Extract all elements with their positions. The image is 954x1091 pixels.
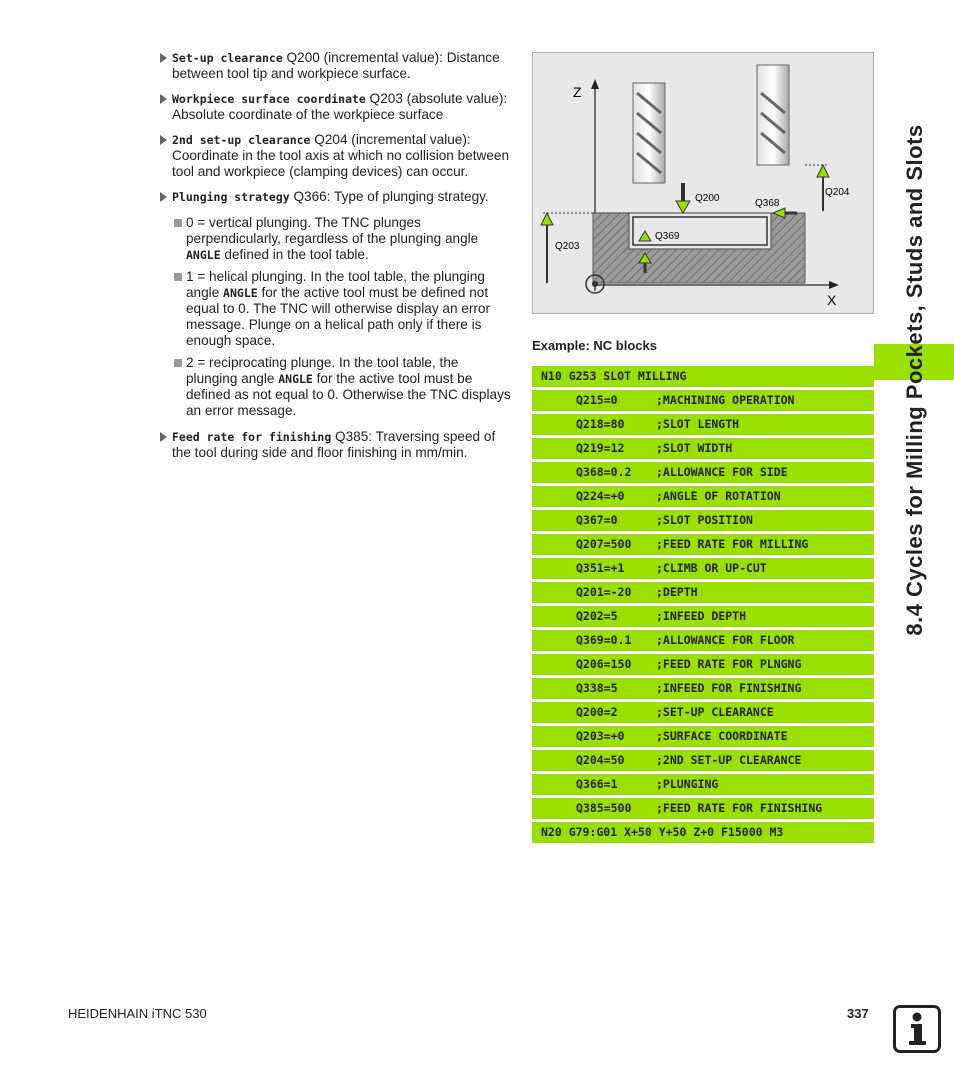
param-desc: Q385: Traversing speed of the tool during side and floor finishing in mm/min. [172, 429, 496, 460]
x-axis-arrow-icon [829, 281, 839, 289]
square-bullet-icon [174, 359, 182, 367]
plunge-option [160, 269, 512, 349]
slot-cavity [629, 213, 771, 249]
triangle-bullet-icon [160, 53, 167, 63]
nc-param-value: Q219=12 [576, 441, 625, 455]
nc-param-value: Q351=+1 [576, 561, 625, 575]
param-item [160, 429, 512, 461]
nc-param-value: Q368=0.2 [576, 465, 632, 479]
nc-block-text: N20 G79:G01 X+50 Y+50 Z+0 F15000 M3 [541, 825, 784, 839]
nc-block-row [532, 774, 874, 795]
triangle-bullet-icon [160, 94, 167, 104]
origin-dot [592, 281, 598, 287]
nc-param-comment: ;INFEED DEPTH [656, 609, 747, 623]
param-desc: Q200 (incremental value): Distance between tool tip and workpiece surface. [172, 50, 500, 81]
nc-param-comment: ;ALLOWANCE FOR FLOOR [656, 633, 795, 647]
nc-param-comment: ;SLOT LENGTH [656, 417, 740, 431]
nc-block-row [532, 366, 874, 387]
nc-block-row [532, 486, 874, 507]
nc-param-comment: ;SURFACE COORDINATE [656, 729, 788, 743]
nc-param-value: Q385=500 [576, 801, 632, 815]
param-keyword: Plunging strategy [172, 190, 290, 204]
nc-param-comment: ;ANGLE OF ROTATION [656, 489, 781, 503]
triangle-bullet-icon [160, 192, 167, 202]
nc-param-comment: ;CLIMB OR UP-CUT [656, 561, 767, 575]
nc-param-value: Q200=2 [576, 705, 618, 719]
tool-left [633, 83, 665, 183]
nc-param-value: Q202=5 [576, 609, 618, 623]
nc-param-value: Q369=0.1 [576, 633, 632, 647]
param-desc: Q203 (absolute value): Absolute coordinate of the workpiece surface [172, 91, 508, 122]
nc-param-comment: ;FEED RATE FOR FINISHING [656, 801, 823, 815]
x-label: X [827, 292, 837, 308]
nc-param-value: Q367=0 [576, 513, 618, 527]
q203-arrow-icon [541, 213, 553, 225]
option-text: for the active tool must be defined not equal to 0. The TNC will otherwise display an error message. Plunge on a helical path only if there is enough space. [186, 285, 490, 348]
slot-diagram [532, 52, 874, 314]
q368-label: Q368 [755, 198, 780, 209]
nc-param-comment: ;SLOT POSITION [656, 513, 753, 527]
param-item [160, 132, 512, 180]
footer-product: HEIDENHAIN iTNC 530 [68, 1006, 207, 1021]
param-item [160, 50, 512, 82]
nc-block-row [532, 462, 874, 483]
nc-param-comment: ;SLOT WIDTH [656, 441, 733, 455]
q204-label: Q204 [825, 187, 850, 198]
info-icon [893, 1005, 941, 1053]
nc-param-comment: ;FEED RATE FOR PLNGNG [656, 657, 802, 671]
q200-label: Q200 [695, 193, 720, 204]
nc-block-text: N10 G253 SLOT MILLING [541, 369, 687, 383]
param-item [160, 91, 512, 123]
page-number: 337 [847, 1006, 869, 1021]
q200-arrow-icon [676, 201, 690, 213]
tool-right [757, 65, 789, 165]
z-label: Z [573, 84, 582, 100]
param-keyword: Set-up clearance [172, 51, 283, 65]
square-bullet-icon [174, 273, 182, 281]
q369-label: Q369 [655, 231, 680, 242]
nc-param-comment: ;2ND SET-UP CLEARANCE [656, 753, 802, 767]
param-desc: Q204 (incremental value): Coordinate in the tool axis at which no collision between tool and workpiece (clamping devices) can occur. [172, 132, 510, 179]
nc-block-row [532, 630, 874, 651]
nc-block-row [532, 438, 874, 459]
param-keyword: Workpiece surface coordinate [172, 92, 366, 106]
nc-param-value: Q206=150 [576, 657, 632, 671]
q203-label: Q203 [555, 241, 580, 252]
nc-block-row [532, 606, 874, 627]
z-axis-arrow-icon [591, 79, 599, 89]
nc-block-row [532, 678, 874, 699]
plunge-option [160, 355, 512, 419]
nc-block-list [532, 366, 874, 846]
nc-block-row [532, 414, 874, 435]
nc-param-comment: ;PLUNGING [656, 777, 719, 791]
option-text: for the active tool must be defined as not equal to 0. Otherwise the TNC displays an error message. [186, 371, 511, 418]
nc-block-row [532, 510, 874, 531]
param-keyword: Feed rate for finishing [172, 430, 332, 444]
nc-block-row [532, 750, 874, 771]
option-text: 2 = reciprocating plunge. In the tool table, the plunging angle [186, 355, 459, 386]
example-title: Example: NC blocks [532, 338, 657, 353]
nc-param-value: Q338=5 [576, 681, 618, 695]
nc-param-value: Q201=-20 [576, 585, 632, 599]
q204-arrow-icon [817, 165, 829, 177]
nc-param-value: Q207=500 [576, 537, 632, 551]
nc-param-value: Q215=0 [576, 393, 618, 407]
nc-param-comment: ;SET-UP CLEARANCE [656, 705, 774, 719]
nc-block-row [532, 582, 874, 603]
nc-block-row [532, 822, 874, 843]
nc-param-comment: ;ALLOWANCE FOR SIDE [656, 465, 788, 479]
option-keyword: ANGLE [278, 372, 313, 386]
info-icon-graphic [896, 1008, 938, 1050]
option-text: 1 = helical plunging. In the tool table, the plunging angle [186, 269, 485, 300]
option-keyword: ANGLE [186, 248, 221, 262]
param-keyword: 2nd set-up clearance [172, 133, 311, 147]
option-text: defined in the tool table. [220, 247, 369, 262]
nc-block-row [532, 390, 874, 411]
triangle-bullet-icon [160, 432, 167, 442]
nc-param-comment: ;MACHINING OPERATION [656, 393, 795, 407]
chapter-title: 8.4 Cycles for Milling Pockets, Studs and Slots [902, 124, 927, 636]
option-keyword: ANGLE [223, 286, 258, 300]
nc-param-comment: ;DEPTH [656, 585, 698, 599]
param-item [160, 189, 512, 205]
square-bullet-icon [174, 219, 182, 227]
nc-param-value: Q203=+0 [576, 729, 625, 743]
option-text: 0 = vertical plunging. The TNC plunges perpendicularly, regardless of the plunging angle [186, 215, 479, 246]
nc-block-row [532, 654, 874, 675]
nc-param-value: Q366=1 [576, 777, 618, 791]
nc-param-comment: ;FEED RATE FOR MILLING [656, 537, 809, 551]
nc-block-row [532, 534, 874, 555]
nc-block-row [532, 558, 874, 579]
nc-param-value: Q224=+0 [576, 489, 625, 503]
nc-param-value: Q218=80 [576, 417, 625, 431]
nc-block-row [532, 798, 874, 819]
triangle-bullet-icon [160, 135, 167, 145]
parameter-list [160, 50, 512, 470]
nc-param-value: Q204=50 [576, 753, 625, 767]
nc-block-row [532, 702, 874, 723]
nc-param-comment: ;INFEED FOR FINISHING [656, 681, 802, 695]
param-desc: Q366: Type of plunging strategy. [289, 189, 489, 204]
plunge-option [160, 215, 512, 263]
nc-block-row [532, 726, 874, 747]
slot-diagram-svg [533, 53, 873, 313]
